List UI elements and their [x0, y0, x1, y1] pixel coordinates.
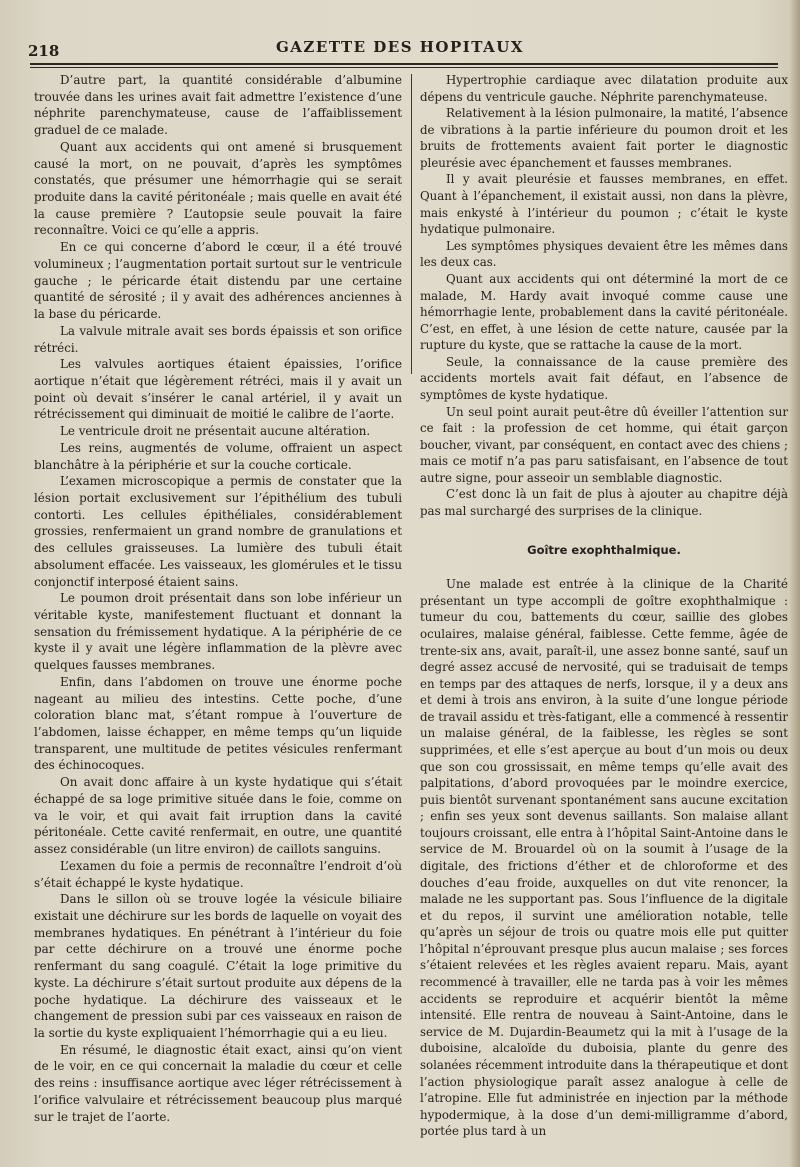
header-rule-thick [30, 63, 778, 65]
left-column [34, 72, 402, 1125]
paragraph: Enfin, dans l’abdomen on trouve une énorme poche nageant au milieu des intestins. Cette poche, d’une coloration blanc mat, s’étant rompue à l’ouverture de l’abdomen, laisse échapper, en même temps qu’un liquide transparent, une multitude de petites vésicules renfermant des échinocoques. [34, 674, 402, 773]
column-divider [411, 74, 412, 374]
paragraph: Le poumon droit présentait dans son lobe inférieur un véritable kyste, manifestement fluctuant et donnant la sensation du frémissement hydatique. A la périphérie de ce kyste il y avait une légère inflammation de la plèvre avec quelques fausses membranes. [34, 591, 402, 673]
page-number: 218 [28, 42, 60, 60]
paragraph: Les symptômes physiques devaient être les mêmes dans les deux cas. [420, 238, 788, 270]
paragraph: Les valvules aortiques étaient épaissies, l’orifice aortique n’était que légèrement rétréci, mais il y avait un point où devait s’insérer le canal artériel, il y avait un rétrécissement qui diminuait de moitié le calibre de l’aorte. [34, 357, 402, 422]
paragraph: Quant aux accidents qui ont amené si brusquement causé la mort, on ne pouvait, d’après les symptômes constatés, que présumer une hémorrhagie qui se serait produite dans la cavité péritonéale ; mais quelle en avait été la cause première ? L’autopsie seule pouvait la faire reconnaître. Voici ce qu’elle a appris. [34, 139, 402, 238]
paragraph: Relativement à la lésion pulmonaire, la matité, l’absence de vibrations à la partie inférieure du poumon droit et les bruits de frottements avaient fait porter le diagnostic pleurésie avec épanchement et fausses membranes. [420, 106, 788, 170]
paragraph: Seule, la connaissance de la cause première des accidents mortels avait fait défaut, en l’absence de symptômes de kyste hydatique. [420, 354, 788, 402]
right-column [420, 72, 788, 1140]
paragraph: Hypertrophie cardiaque avec dilatation produite aux dépens du ventricule gauche. Néphrite parenchymateuse. [420, 73, 788, 104]
paragraph: Il y avait pleurésie et fausses membranes, en effet. Quant à l’épanchement, il existait aussi, non dans la plèvre, mais enkysté à l’intérieur du poumon ; c’était le kyste hydatique pulmonaire. [420, 172, 788, 237]
paragraph: Les reins, augmentés de volume, offraient un aspect blanchâtre à la périphérie et sur la couche corticale. [34, 440, 402, 472]
paragraph: Un seul point aurait peut-être dû éveiller l’attention sur ce fait : la profession de cet homme, qui était garçon boucher, vivant, par conséquent, en contact avec des chiens ; mais ce motif n’a pas paru satisfaisant, en l’absence de tout autre signe, pour asseoir un semblable diagnostic. [420, 404, 788, 485]
paragraph: Une malade est entrée à la clinique de la Charité présentant un type accompli de goître exophthalmique : tumeur du cou, battements du cœur, saillie des globes oculaires, malaise général, faiblesse. Cette femme, âgée de trente-six ans, avait, paraît-il, une assez bonne santé, sauf un degré assez accusé de nervosité, qui se traduisait de temps en temps par des attaques de nerfs, lorsque, il y a deux ans et demi à trois ans environ, à la suite d’une longue période de travail assidu et très-fatigant, elle a commencé à ressentir un malaise général, de la faiblesse, les règles se sont supprimées, et elle s’est aperçue au bout d’un mois ou deux que son cou grossissait, en même temps qu’elle avait des palpitations, d’abord provoquées par le moindre exercice, puis bientôt survenant spontanément sans aucune excitation ; enfin ses yeux sont devenus saillants. Son malaise allant toujours croissant, elle entra à l’hôpital Saint-Antoine dans le service de M. Brouardel où on la soumit à l’usage de la digitale, des frictions d’éther et de chloroforme et des douches d’eau froide, auxquelles on dut vite renoncer, la malade ne les supportant pas. Sous l’influence de la digitale et du repos, il survint une amélioration notable, telle qu’après un séjour de trois ou quatre mois elle put quitter l’hôpital n’éprouvant presque plus aucun malaise ; ses forces s’étaient relevées et les règles avaient reparu. Mais, ayant recommencé à travailler, elle ne tarda pas à voir les mêmes accidents se reproduire et acquérir bientôt la même intensité. Elle rentra de nouveau à Saint-Antoine, dans le service de M. Dujardin-Beaumetz qui la mit à l’usage de la duboisine, alcaloïde du duboisia, plante du genre des solanées récemment introduite dans la thérapeutique et dont l’action physiologique paraît assez analogue à celle de l’atropine. Elle fut administrée en injection par la méthode hypodermique, à la dose d’un demi-milligramme d’abord, portée plus tard à un [420, 577, 788, 1139]
section-title: Goître exophthalmique. [527, 542, 681, 557]
paragraph: Le ventricule droit ne présentait aucune altération. [60, 424, 371, 439]
running-title: GAZETTE DES HOPITAUX [275, 38, 524, 56]
paragraph: En ce qui concerne d’abord le cœur, il a été trouvé volumineux ; l’augmentation portait surtout sur le ventricule gauche ; le péricarde était distendu par une certaine quantité de sérosité ; il y avait des adhérences anciennes à la base du péricarde. [34, 240, 402, 322]
paragraph: La valvule mitrale avait ses bords épaissis et son orifice rétréci. [34, 323, 402, 355]
paragraph: En résumé, le diagnostic était exact, ainsi qu’on vient de le voir, en ce qui concernait la maladie du cœur et celle des reins : insuffisance aortique avec léger rétrécissement à l’orifice valvulaire et rétrécissement beaucoup plus marqué sur le trajet de l’aorte. [34, 1042, 402, 1124]
binding-edge [790, 0, 800, 1167]
paragraph: On avait donc affaire à un kyste hydatique qui s’était échappé de sa loge primitive située dans le foie, comme on va le voir, et qui avait fait irruption dans la cavité péritonéale. Cette cavité renfermait, en outre, une quantité assez considérable (un litre environ) de caillots sanguins. [34, 775, 402, 857]
paragraph: C’est donc là un fait de plus à ajouter au chapitre déjà pas mal surchargé des surprises de la clinique. [420, 487, 788, 519]
paragraph: L’examen du foie a permis de reconnaître l’endroit d’où s’était échappé le kyste hydatique. [34, 858, 402, 890]
paragraph: Dans le sillon où se trouve logée la vésicule biliaire existait une déchirure sur les bords de laquelle on voyait des membranes hydatiques. En pénétrant à l’intérieur du foie par cette déchirure on a trouvé une énorme poche renfermant du sang coagulé. C’était la loge primitive du kyste. La déchirure s’était surtout produite aux dépens de la poche hydatique. La déchirure des vaisseaux et le changement de pression subi par ces vaisseaux en raison de la sortie du kyste expliquaient l’hémorrhagie qui a eu lieu. [34, 892, 402, 1040]
paragraph: D’autre part, la quantité considérable d’albumine trouvée dans les urines avait fait admettre l’existence d’une néphrite parenchymateuse, cause de l’affaiblissement graduel de ce malade. [34, 73, 402, 138]
header-rule-thin [30, 67, 778, 68]
paragraph: L’examen microscopique a permis de constater que la lésion portait exclusivement sur l’épithélium des tubuli contorti. Les cellules épithéliales, considérablement grossies, renfermaient un grand nombre de granulations et des cellules graisseuses. La lumière des tubuli était absolument effacée. Les vaisseaux, les glomérules et le tissu conjonctif interposé étaient sains. [34, 474, 402, 589]
paragraph: Quant aux accidents qui ont déterminé la mort de ce malade, M. Hardy avait invoqué comme cause une hémorrhagie lente, probablement dans la cavité péritonéale. C’est, en effet, à une lésion de cette nature, causée par la rupture du kyste, que se rattache la cause de la mort. [420, 271, 788, 353]
